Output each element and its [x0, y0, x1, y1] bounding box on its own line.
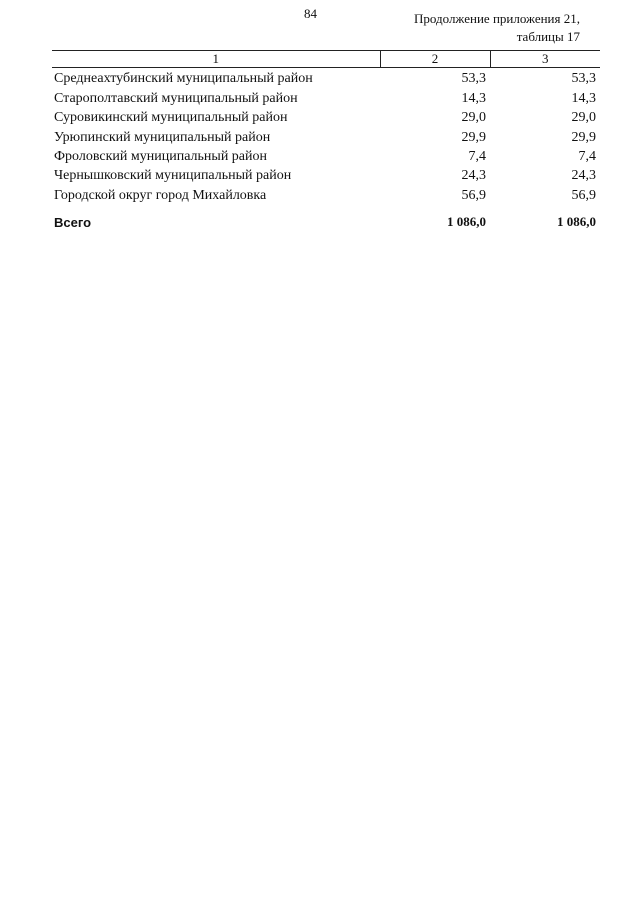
- row-value-col3: 7,4: [578, 148, 596, 164]
- continuation-line-2: таблицы 17: [516, 29, 580, 44]
- row-value-col3: 14,3: [571, 90, 596, 106]
- column-header-1: 1: [52, 51, 380, 68]
- row-value-col3: 24,3: [571, 168, 596, 184]
- row-name: Фроловский муниципальный район: [54, 148, 268, 164]
- row-value-col2: 53,3: [461, 71, 486, 87]
- row-name: Старополтавский муниципальный район: [54, 90, 298, 106]
- row-value-col3: 53,3: [571, 71, 596, 87]
- table-row: [52, 126, 600, 145]
- total-row: [52, 204, 600, 230]
- total-value-col2: 1 086,0: [447, 213, 486, 229]
- data-table: [52, 51, 600, 230]
- row-name: Суровикинский муниципальный район: [54, 110, 288, 126]
- data-table-wrapper: [52, 50, 600, 230]
- column-header-3: 3: [490, 51, 600, 68]
- column-number-row: [52, 51, 600, 68]
- table-row: [52, 184, 600, 203]
- row-value-col3: 56,9: [571, 187, 596, 203]
- page-number: 84: [304, 6, 317, 21]
- table-row: [52, 87, 600, 106]
- row-value-col2: 56,9: [461, 187, 486, 203]
- table-row: [52, 146, 600, 165]
- row-name: Городской округ город Михайловка: [54, 187, 267, 203]
- continuation-line-1: Продолжение приложения 21,: [413, 11, 580, 26]
- row-value-col2: 24,3: [461, 168, 486, 184]
- row-value-col2: 29,9: [461, 129, 486, 145]
- row-name: Чернышковский муниципальный район: [54, 168, 292, 184]
- column-header-2: 2: [380, 51, 490, 68]
- row-name: Урюпинский муниципальный район: [54, 129, 271, 145]
- total-label: Всего: [54, 214, 92, 230]
- table-row: [52, 68, 600, 88]
- table-row: [52, 107, 600, 126]
- row-value-col2: 14,3: [461, 90, 486, 106]
- continuation-note: [414, 10, 580, 46]
- table-row: [52, 165, 600, 184]
- total-value-col3: 1 086,0: [557, 213, 596, 229]
- row-value-col3: 29,9: [571, 129, 596, 145]
- row-value-col2: 29,0: [461, 110, 486, 126]
- row-value-col3: 29,0: [571, 110, 596, 126]
- row-value-col2: 7,4: [468, 148, 486, 164]
- row-name: Среднеахтубинский муниципальный район: [54, 71, 313, 87]
